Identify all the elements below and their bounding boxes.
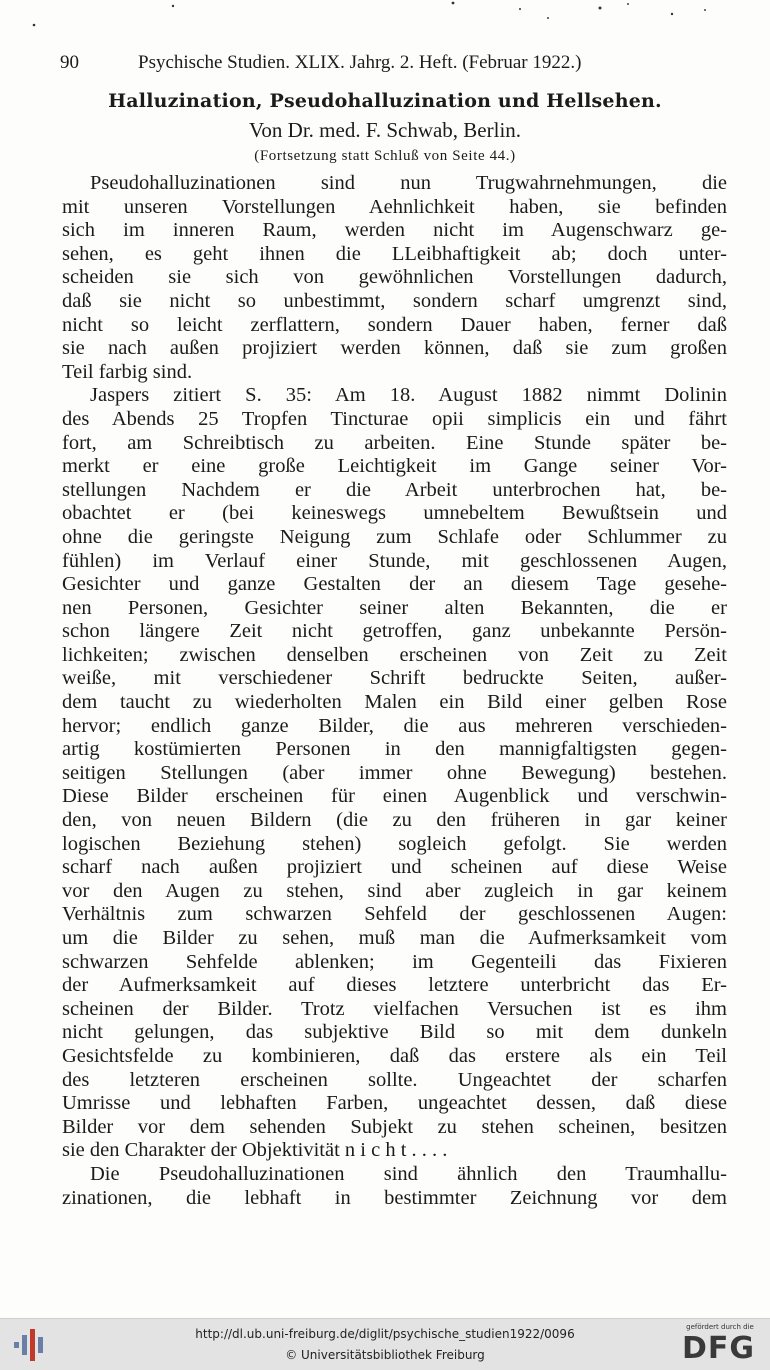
- continuation-note: (Fortsetzung statt Schluß von Seite 44.): [254, 148, 516, 164]
- body-line: Pseudohalluzinationen sind nun Trugwahrnehmungen, die: [90, 172, 727, 194]
- body-line: stellungen Nachdem er die Arbeit unterbrochen hat, be-: [62, 478, 727, 501]
- dfg-tagline: gefördert durch die: [686, 1323, 754, 1331]
- body-line: nicht so leicht zerflattern, sondern Dauer haben, ferner daß: [62, 313, 727, 336]
- running-title: Psychische Studien. XLIX. Jahrg. 2. Heft. (Februar 1922.): [138, 52, 582, 73]
- body-line: des Abends 25 Tropfen Tincturae opii simplicis ein und fährt: [62, 407, 727, 430]
- dfg-logo: [680, 1323, 760, 1367]
- body-line: scheinen der Bilder. Trotz vielfachen Versuchen ist es ihm: [62, 997, 727, 1020]
- body-line: Diese Bilder erscheinen für einen Augenblick und verschwin-: [62, 785, 727, 808]
- body-line: obachtet er (bei keineswegs umnebeltem Bewußtsein und: [62, 502, 727, 525]
- body-line: hervor; endlich ganze Bilder, die aus mehreren verschieden-: [62, 714, 727, 737]
- body-line: artig kostümierten Personen in den mannigfaltigsten gegen-: [62, 738, 727, 761]
- body-line: schon längere Zeit nicht getroffen, ganz unbekannte Persön-: [62, 620, 727, 643]
- article-title: Halluzination, Pseudohalluzination und Hellsehen.: [108, 90, 662, 112]
- article-author: Von Dr. med. F. Schwab, Berlin.: [248, 118, 522, 142]
- body-line: vor den Augen zu stehen, sind aber zugleich in gar keinem: [62, 879, 727, 902]
- body-line: logischen Beziehung stehen) sogleich gefolgt. Sie werden: [62, 832, 727, 855]
- body-line: sich im inneren Raum, werden nicht im Augenschwarz ge-: [62, 219, 727, 242]
- body-line: nicht gelungen, das subjektive Bild so mit dem dunkeln: [62, 1021, 727, 1044]
- body-line: Umrisse und lebhaften Farben, ungeachtet dessen, daß diese: [62, 1092, 727, 1115]
- copyright-line: © Universitätsbibliothek Freiburg: [285, 1348, 485, 1362]
- body-line: scharf nach außen projiziert und scheinen auf diese Weise: [62, 856, 727, 879]
- body-line: sie nach außen projiziert werden können, daß sie zum großen: [62, 337, 727, 360]
- body-line: mit unseren Vorstellungen Aehnlichkeit haben, sie befinden: [62, 195, 727, 218]
- body-line: Gesichter und ganze Gestalten der an diesem Tage gesehe-: [62, 573, 727, 596]
- body-line: zinationen, die lebhaft in bestimmter Zeichnung vor dem: [62, 1186, 727, 1209]
- body-line: fühlen) im Verlauf einer Stunde, mit geschlossenen Augen,: [62, 549, 727, 572]
- body-line: seitigen Stellungen (aber immer ohne Bewegung) bestehen.: [62, 761, 727, 784]
- body-line: schwarzen Sehfelde ablenken; im Gegenteili das Fixieren: [62, 950, 727, 973]
- body-line: sie den Charakter der Objektivität n i c h t . . . .: [62, 1139, 448, 1162]
- body-line: sehen, es geht ihnen die LLeibhaftigkeit ab; doch unter-: [62, 242, 727, 265]
- body-line: nen Personen, Gesichter seiner alten Bekannten, die er: [62, 596, 727, 619]
- source-url[interactable]: http://dl.ub.uni-freiburg.de/diglit/psychische_studien1922/0096: [195, 1327, 575, 1341]
- running-header: [58, 52, 718, 78]
- page-number: 90: [60, 52, 79, 73]
- body-line: dem taucht zu wiederholten Malen ein Bild einer gelben Rose: [62, 691, 727, 714]
- body-line: lichkeiten; zwischen denselben erscheinen von Zeit zu Zeit: [62, 643, 727, 666]
- body-line: um die Bilder zu sehen, muß man die Aufmerksamkeit vom: [62, 927, 727, 949]
- body-line: den, von neuen Bildern (die zu den früheren in gar keiner: [62, 809, 727, 832]
- body-line: des letzteren erscheinen sollte. Ungeachtet der scharfen: [62, 1068, 727, 1091]
- body-line: ohne die geringste Neigung zum Schlafe oder Schlummer zu: [62, 525, 727, 548]
- body-line: Verhältnis zum schwarzen Sehfeld der geschlossenen Augen:: [62, 903, 727, 926]
- body-line: Gesichtsfelde zu kombinieren, daß das erstere als ein Teil: [62, 1044, 727, 1067]
- body-line: daß sie nicht so unbestimmt, sondern scharf umgrenzt sind,: [62, 289, 727, 312]
- scan-specks: [0, 0, 770, 30]
- body-line: Teil farbig sind.: [62, 360, 193, 383]
- body-line: merkt er eine große Leichtigkeit im Gange seiner Vor-: [62, 455, 727, 478]
- viewer-footer: [0, 1318, 770, 1370]
- body-line: fort, am Schreibtisch zu arbeiten. Eine Stunde später be-: [62, 431, 727, 454]
- body-line: der Aufmerksamkeit auf dieses letztere unterbricht das Er-: [62, 974, 727, 997]
- body-line: weiße, mit verschiedener Schrift bedruckte Seiten, außer-: [62, 667, 727, 690]
- body-line: Bilder vor dem sehenden Subjekt zu stehen scheinen, besitzen: [62, 1115, 727, 1138]
- dfg-wordmark: DFG: [682, 1331, 756, 1366]
- body-line: Jaspers zitiert S. 35: Am 18. August 1882 nimmt Dolinin: [90, 384, 727, 407]
- body-line: Die Pseudohalluzinationen sind ähnlich den Traumhallu-: [90, 1162, 727, 1185]
- body-line: scheiden sie sich von gewöhnlichen Vorstellungen dadurch,: [62, 266, 727, 289]
- article-body: [62, 172, 727, 1210]
